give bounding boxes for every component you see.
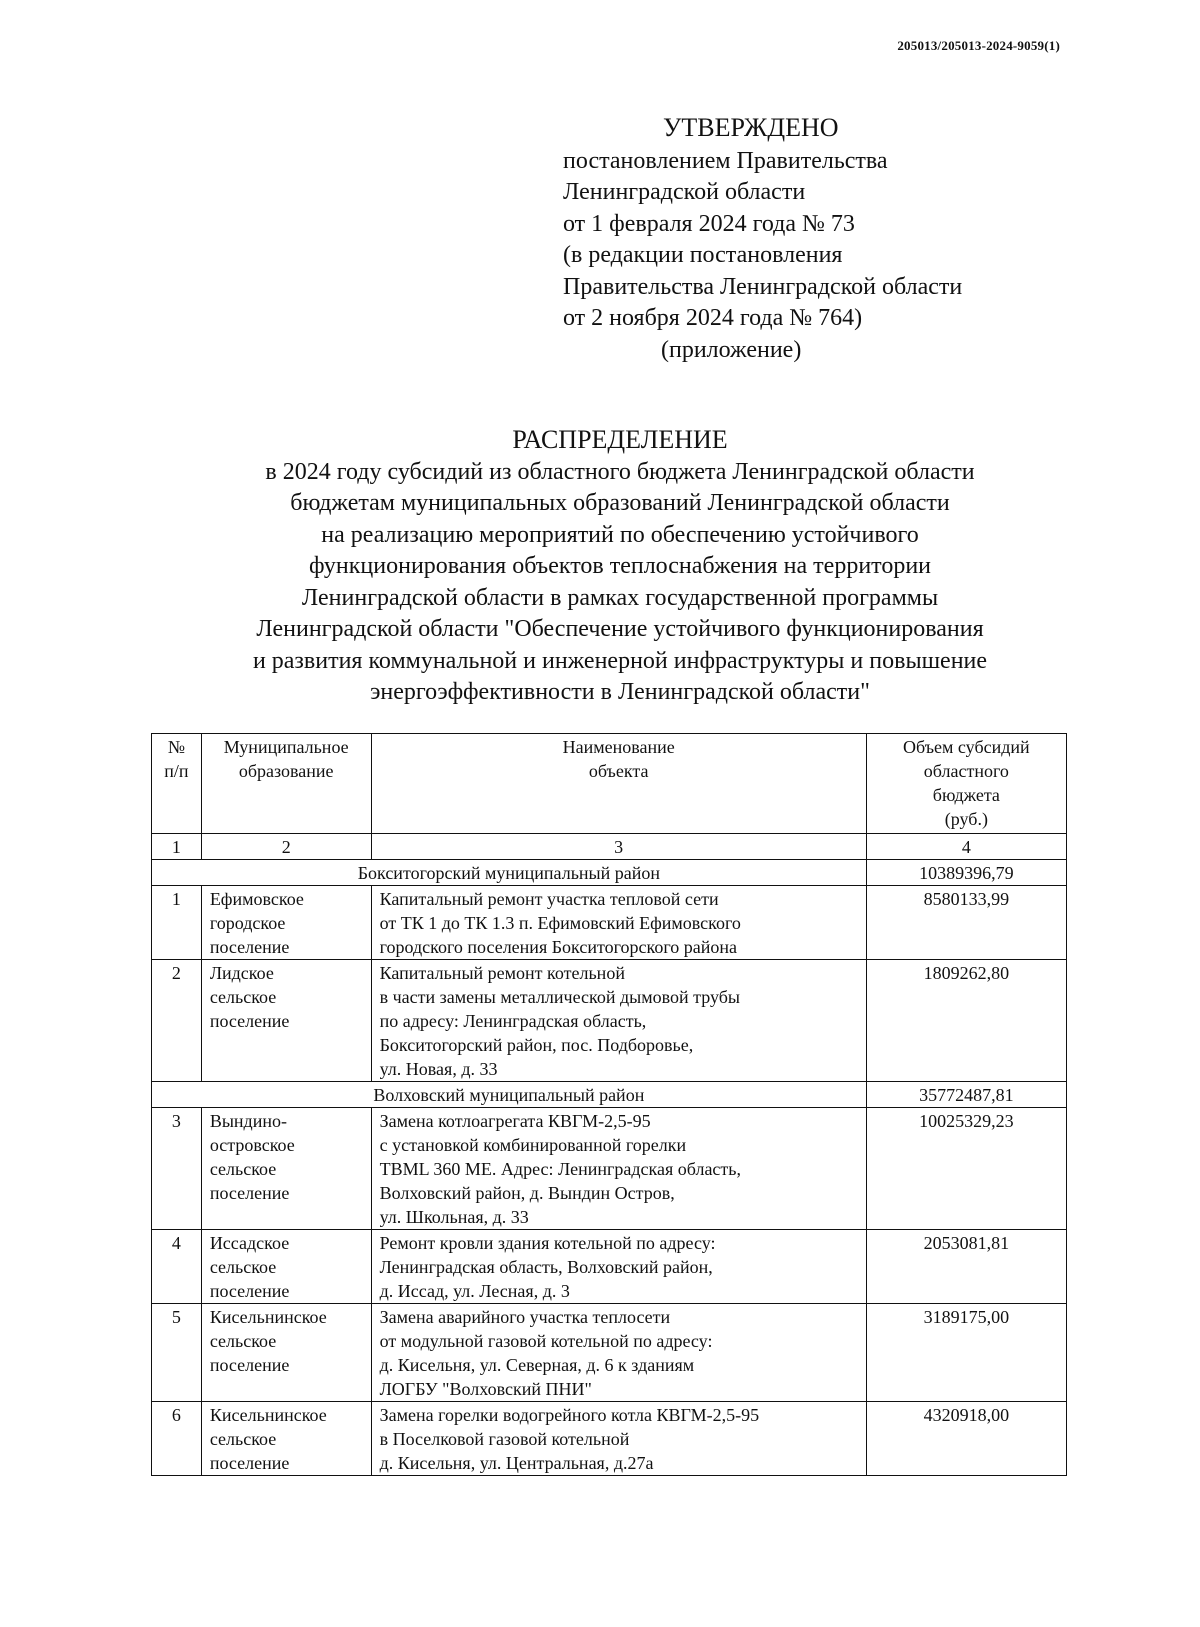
row-municipality (201, 1230, 371, 1304)
object-line: ЛОГБУ "Волховский ПНИ" (379, 1379, 592, 1399)
object-line: д. Иссад, ул. Лесная, д. 3 (379, 1281, 570, 1301)
table-row (152, 1230, 1067, 1304)
row-municipality (201, 1108, 371, 1230)
row-object (371, 1304, 866, 1402)
object-line: Замена аварийного участка теплосети (379, 1307, 671, 1327)
document-id: 205013/205013-2024-9059(1) (897, 38, 1060, 53)
row-municipality (201, 886, 371, 960)
object-line: в Поселковой газовой котельной (379, 1429, 630, 1449)
municipality-line: городское (209, 913, 286, 933)
header-amount-line: бюджета (932, 785, 1000, 805)
column-index: 3 (371, 834, 866, 860)
object-line: Замена котлоагрегата КВГМ-2,5-95 (379, 1111, 651, 1131)
municipality-line: Вындино- (209, 1111, 287, 1131)
document-heading (150, 424, 1090, 709)
distribution-table (151, 733, 1067, 1476)
approval-line: постановлением Правительства (563, 147, 888, 174)
column-index: 4 (866, 834, 1066, 860)
heading-line: и развития коммунальной и инженерной инфраструктуры и повышение (252, 647, 988, 674)
object-line: д. Кисельня, ул. Центральная, д.27а (379, 1453, 654, 1473)
district-row (152, 860, 1067, 886)
header-object-line: объекта (588, 761, 649, 781)
row-object (371, 960, 866, 1082)
header-num-line: № (167, 737, 185, 757)
heading-line: энергоэффективности в Ленинградской области" (370, 679, 870, 705)
municipality-line: поселение (209, 1011, 290, 1031)
object-line: Ленинградская область, Волховский район, (379, 1257, 713, 1277)
row-num: 5 (152, 1304, 202, 1402)
object-line: Волховский район, д. Вындин Остров, (379, 1183, 675, 1203)
object-line: Замена горелки водогрейного котла КВГМ-2,5-95 (379, 1405, 760, 1425)
municipality-line: сельское (209, 1429, 277, 1449)
heading-line: в 2024 году субсидий из областного бюджета Ленинградской области (265, 458, 975, 485)
approval-line: Ленинградской области (563, 179, 806, 205)
approval-line: (в редакции постановления (563, 242, 843, 268)
row-object (371, 886, 866, 960)
approval-appendix: (приложение) (661, 336, 802, 363)
header-num-line: п/п (164, 761, 189, 781)
row-municipality (201, 1304, 371, 1402)
district-row (152, 1082, 1067, 1108)
object-line: от ТК 1 до ТК 1.3 п. Ефимовский Ефимовского (379, 913, 741, 933)
table-header-row (152, 734, 1067, 834)
municipality-line: Иссадское (209, 1233, 290, 1253)
heading-line: на реализацию мероприятий по обеспечению устойчивого (321, 521, 919, 548)
heading-line: бюджетам муниципальных образований Ленинградской области (290, 490, 950, 516)
municipality-line: сельское (209, 1331, 277, 1351)
table-row (152, 1108, 1067, 1230)
table-row (152, 960, 1067, 1082)
approval-line: от 2 ноября 2024 года № 764) (563, 305, 863, 331)
object-line: д. Кисельня, ул. Северная, д. 6 к зданиям (379, 1355, 695, 1375)
municipality-line: сельское (209, 987, 277, 1007)
row-num: 1 (152, 886, 202, 960)
object-line: в части замены металлической дымовой трубы (379, 987, 740, 1007)
header-amount-line: областного (923, 761, 1009, 781)
object-line: TBML 360 ME. Адрес: Ленинградская область, (379, 1159, 741, 1179)
municipality-line: Ефимовское (209, 889, 304, 909)
municipality-line: поселение (209, 1453, 290, 1473)
municipality-line: поселение (209, 937, 290, 957)
municipality-line: Кисельнинское (209, 1405, 327, 1425)
object-line: Капитальный ремонт участка тепловой сети (379, 889, 719, 909)
column-index: 1 (152, 834, 202, 860)
row-num: 6 (152, 1402, 202, 1476)
header-amount (866, 734, 1066, 834)
object-line: городского поселения Бокситогорского района (379, 937, 738, 957)
row-municipality (201, 1402, 371, 1476)
row-object (371, 1402, 866, 1476)
approval-line: Правительства Ленинградской области (563, 273, 963, 300)
header-object (371, 734, 866, 834)
header-municipality (201, 734, 371, 834)
municipality-line: сельское (209, 1257, 277, 1277)
approval-title: УТВЕРЖДЕНО (663, 113, 839, 142)
heading-line: Ленинградской области в рамках государственной программы (301, 584, 939, 611)
column-index: 2 (201, 834, 371, 860)
row-object (371, 1108, 866, 1230)
municipality-line: сельское (209, 1159, 277, 1179)
municipality-line: Лидское (209, 963, 274, 983)
header-municipality-line: образование (238, 761, 334, 781)
row-num: 2 (152, 960, 202, 1082)
row-amount: 3189175,00 (866, 1304, 1066, 1402)
object-line: Бокситогорский район, пос. Подборовье, (379, 1035, 694, 1055)
row-amount: 4320918,00 (866, 1402, 1066, 1476)
heading-line: Ленинградской области "Обеспечение устойчивого функционирования (256, 616, 984, 642)
row-num: 3 (152, 1108, 202, 1230)
heading-line: функционирования объектов теплоснабжения на территории (308, 553, 932, 579)
row-object (371, 1230, 866, 1304)
row-amount: 8580133,99 (866, 886, 1066, 960)
header-amount-line: Объем субсидий (903, 737, 1030, 757)
header-object-line: Наименование (562, 737, 675, 757)
district-total: 35772487,81 (866, 1082, 1066, 1108)
table-row (152, 1304, 1067, 1402)
approval-line: от 1 февраля 2024 года № 73 (563, 210, 855, 237)
district-name: Бокситогорский муниципальный район (152, 860, 867, 886)
object-line: Ремонт кровли здания котельной по адресу: (379, 1233, 716, 1253)
row-num: 4 (152, 1230, 202, 1304)
row-amount: 2053081,81 (866, 1230, 1066, 1304)
district-total: 10389396,79 (866, 860, 1066, 886)
object-line: по адресу: Ленинградская область, (379, 1011, 647, 1031)
district-name: Волховский муниципальный район (152, 1082, 867, 1108)
row-amount: 1809262,80 (866, 960, 1066, 1082)
table-row (152, 886, 1067, 960)
table-row (152, 1402, 1067, 1476)
header-municipality-line: Муниципальное (223, 737, 349, 757)
object-line: ул. Новая, д. 33 (379, 1059, 498, 1079)
object-line: Капитальный ремонт котельной (379, 963, 625, 983)
row-municipality (201, 960, 371, 1082)
municipality-line: поселение (209, 1281, 290, 1301)
municipality-line: поселение (209, 1355, 290, 1375)
approval-stamp (563, 112, 962, 366)
object-line: с установкой комбинированной горелки (379, 1135, 687, 1155)
municipality-line: Кисельнинское (209, 1307, 327, 1327)
header-amount-line: (руб.) (944, 809, 988, 829)
municipality-line: островское (209, 1135, 295, 1155)
object-line: от модульной газовой котельной по адресу: (379, 1331, 713, 1351)
column-index-row (152, 834, 1067, 860)
header-num (152, 734, 202, 834)
object-line: ул. Школьная, д. 33 (379, 1207, 529, 1227)
heading-title: РАСПРЕДЕЛЕНИЕ (512, 425, 728, 454)
municipality-line: поселение (209, 1183, 290, 1203)
row-amount: 10025329,23 (866, 1108, 1066, 1230)
